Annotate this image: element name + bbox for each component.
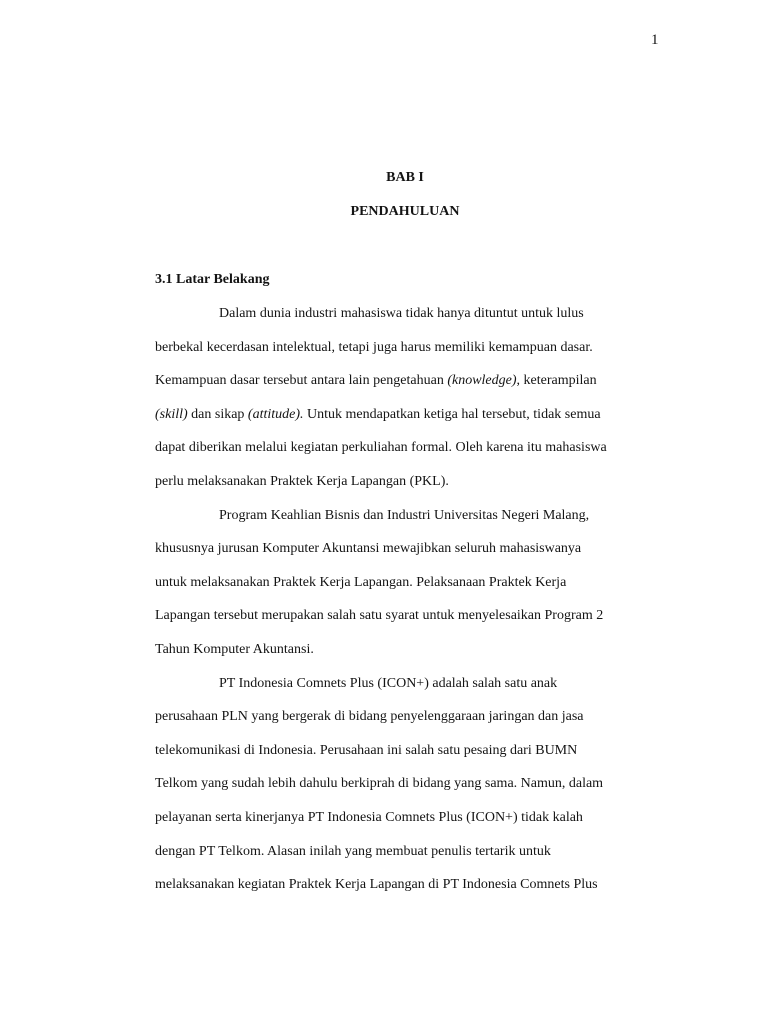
- paragraph-line: perlu melaksanakan Praktek Kerja Lapangan (PKL).: [155, 473, 449, 489]
- paragraph-line: dengan PT Telkom. Alasan inilah yang membuat penulis tertarik untuk: [155, 843, 551, 859]
- text-run: dan sikap: [187, 406, 248, 422]
- paragraph-line: Program Keahlian Bisnis dan Industri Universitas Negeri Malang,: [219, 507, 590, 523]
- paragraph-line: [155, 398, 660, 432]
- chapter-title: PENDAHULUAN: [350, 204, 460, 219]
- paragraph-line: Dalam dunia industri mahasiswa tidak hanya dituntut untuk lulus: [219, 306, 584, 321]
- italic-term: (attitude).: [247, 406, 304, 422]
- paragraph-line: berbekal kecerdasan intelektual, tetapi juga harus memiliki kemampuan dasar.: [155, 339, 593, 355]
- paragraph-line: melaksanakan kegiatan Praktek Kerja Lapangan di PT Indonesia Comnets Plus: [155, 877, 598, 893]
- italic-term: (knowledge): [447, 373, 517, 389]
- paragraph-line: telekomunikasi di Indonesia. Perusahaan ini salah satu pesaing dari BUMN: [155, 742, 578, 758]
- chapter-label: BAB I: [386, 170, 424, 185]
- paragraph-line: [155, 364, 660, 398]
- paragraph-line: dapat diberikan melalui kegiatan perkuliahan formal. Oleh karena itu mahasiswa: [155, 440, 607, 456]
- page-number: 1: [651, 32, 659, 48]
- paragraph-line: Lapangan tersebut merupakan salah satu syarat untuk menyelesaikan Program 2: [155, 608, 604, 624]
- paragraph-line: Telkom yang sudah lebih dahulu berkiprah di bidang yang sama. Namun, dalam: [155, 776, 604, 792]
- italic-term: (skill): [155, 406, 188, 422]
- paragraph-line: khususnya jurusan Komputer Akuntansi mewajibkan seluruh mahasiswanya: [155, 541, 582, 557]
- section-heading: 3.1 Latar Belakang: [155, 272, 270, 287]
- text-run: , keterampilan: [516, 373, 597, 389]
- paragraph-line: untuk melaksanakan Praktek Kerja Lapangan. Pelaksanaan Praktek Kerja: [155, 574, 567, 590]
- paragraph-line: pelayanan serta kinerjanya PT Indonesia Comnets Plus (ICON+) tidak kalah: [155, 809, 583, 825]
- paragraph-line: Tahun Komputer Akuntansi.: [155, 641, 314, 657]
- text-run: Kemampuan dasar tersebut antara lain pengetahuan: [155, 373, 448, 389]
- text-run: Untuk mendapatkan ketiga hal tersebut, tidak semua: [303, 406, 601, 422]
- body-text: [155, 297, 660, 902]
- paragraph-line: perusahaan PLN yang bergerak di bidang penyelenggaraan jaringan dan jasa: [155, 709, 584, 725]
- paragraph-line: PT Indonesia Comnets Plus (ICON+) adalah salah satu anak: [219, 675, 558, 691]
